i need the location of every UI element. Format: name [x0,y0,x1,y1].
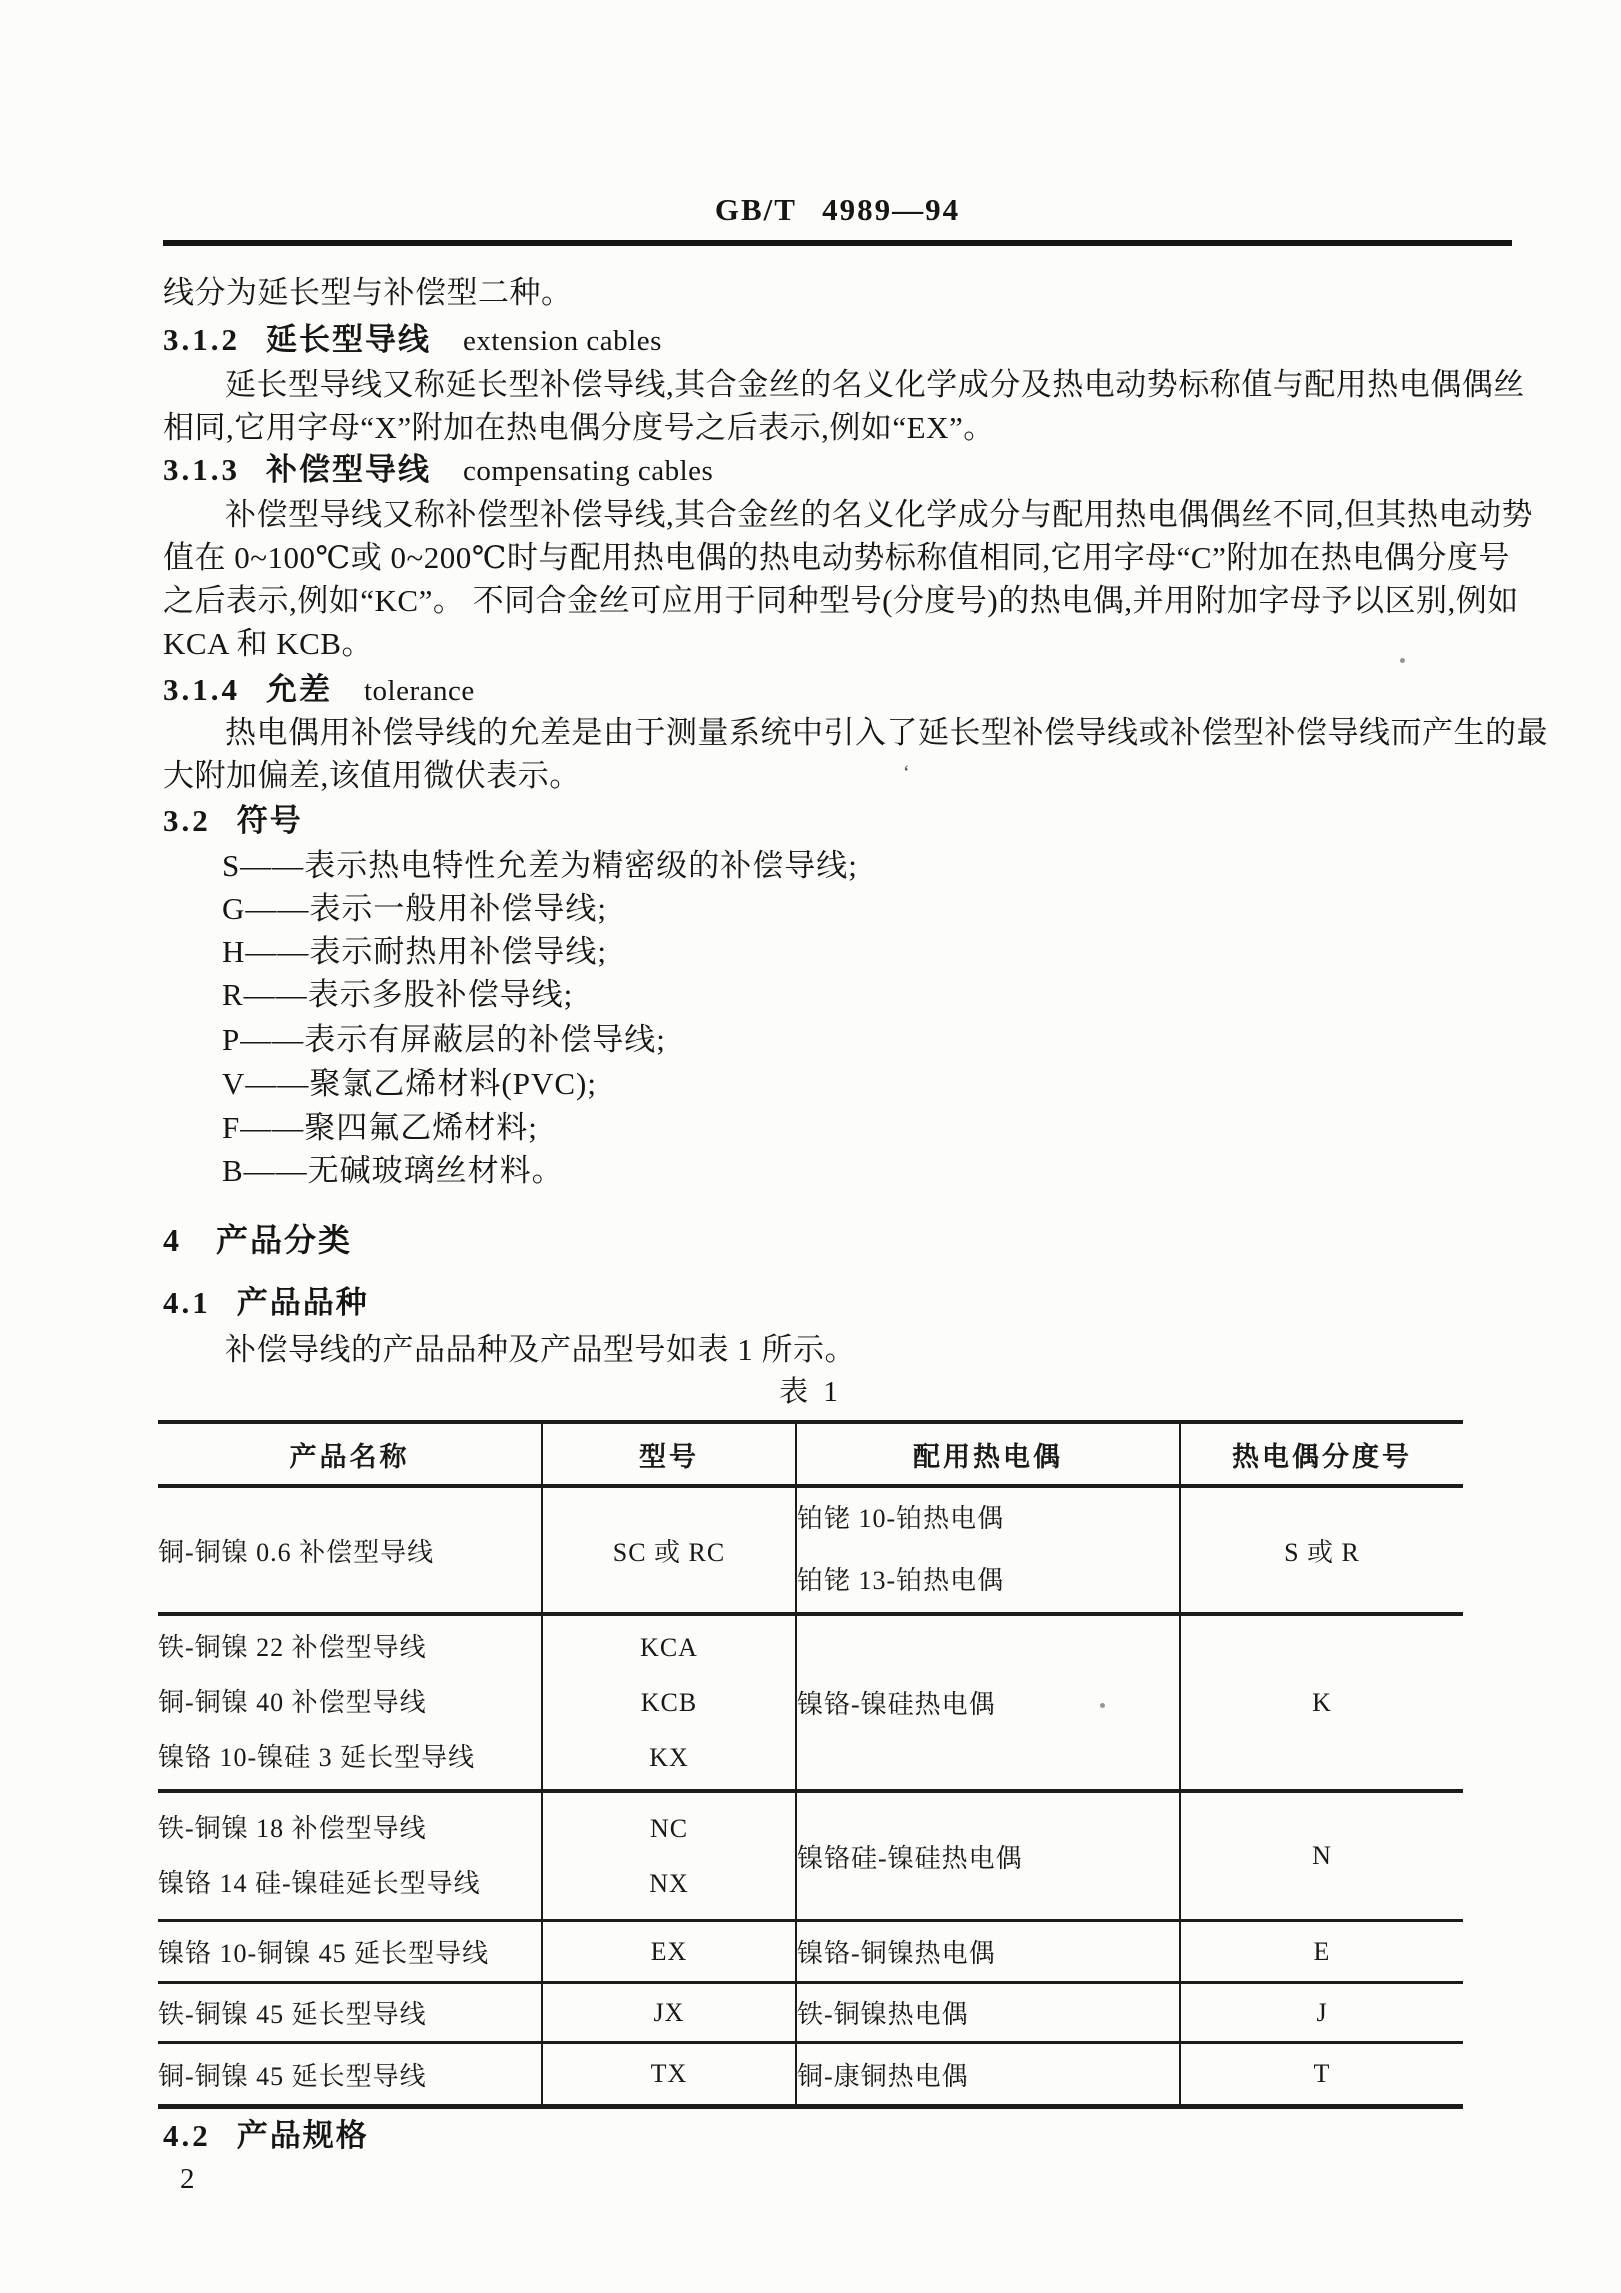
paragraph-line: 值在 0~100℃或 0~200℃时与配用热电偶的热电动势标称值相同,它用字母“C”附加在热电偶分度号 [163,540,1510,575]
paragraph-line: 延长型导线又称延长型补偿导线,其合金丝的名义化学成分及热电动势标称值与配用热电偶偶丝 [225,367,1525,402]
cell-product-name: 铁-铜镍 45 延长型导线 [158,1983,542,2043]
cell-line: KCA [640,1633,698,1662]
scan-artifact-dot [1100,1703,1105,1708]
paragraph-line: 补偿型导线又称补偿型补偿导线,其合金丝的名义化学成分与配用热电偶偶丝不同,但其热电动势 [225,497,1533,532]
cell-model: EX [542,1921,796,1983]
section-heading-3-2 [163,799,303,843]
cell-model: JX [542,1983,796,2043]
section-number: 4 [163,1222,182,1258]
scan-artifact-tick: ‘ [903,762,910,784]
section-number: 4.2 [163,2118,211,2153]
paragraph-line: 之后表示,例如“KC”。 不同合金丝可应用于同种型号(分度号)的热电偶,并用附加字母予以区别,例如 [163,583,1519,618]
symbol-list-item-p: P——表示有屏蔽层的补偿导线; [222,1022,666,1057]
section-title: 产品品种 [236,1285,369,1320]
section-heading-3-1-3 [163,448,713,492]
table-row [158,1486,1463,1614]
table-row [158,1983,1463,2043]
standard-number-header: GB/T 4989—94 [714,192,961,227]
paragraph-line: 相同,它用字母“X”附加在热电偶分度号之后表示,例如“EX”。 [163,410,995,445]
cell-line: 铜-铜镍 40 补偿型导线 [158,1688,427,1717]
cell-index: J [1180,1983,1463,2043]
table-row [158,1921,1463,1983]
section-heading-3-1-2 [163,318,662,362]
cell-line: 铁-铜镍 22 补偿型导线 [158,1633,427,1662]
cell-product-name: 镍铬 10-铜镍 45 延长型导线 [158,1921,542,1983]
table-caption: 表 1 [779,1376,842,1408]
cell-line: 铁-铜镍 18 补偿型导线 [158,1814,427,1843]
column-header-thermocouple: 配用热电偶 [796,1422,1180,1486]
cell-thermocouple: 铁-铜镍热电偶 [796,1983,1180,2043]
symbol-list-item-r: R——表示多股补偿导线; [222,977,574,1012]
section-title: 补偿型导线 [266,452,431,487]
cell-line: KCB [640,1688,698,1717]
section-title-english: tolerance [364,675,475,707]
cell-line: 铂铑 10-铂热电偶 [797,1504,1005,1533]
paragraph-line: KCA 和 KCB。 [163,626,373,661]
section-title: 允差 [266,672,332,707]
column-header-index: 热电偶分度号 [1180,1422,1463,1486]
cell-index: K [1180,1614,1463,1791]
section-title-english: compensating cables [463,455,714,487]
cell-line: NX [649,1869,689,1898]
symbol-list-item-g: G——表示一般用补偿导线; [222,891,607,926]
table-row [158,1791,1463,1921]
cell-index: T [1313,2059,1331,2088]
section-title: 产品规格 [236,2118,369,2153]
cell-thermocouple: 镍铬硅-镍硅热电偶 [796,1791,1180,1921]
table-row [158,1614,1463,1791]
paragraph-line: 补偿导线的产品品种及产品型号如表 1 所示。 [225,1332,856,1367]
section-title: 延长型导线 [266,322,431,357]
section-number: 4.1 [163,1285,211,1320]
product-table [158,1420,1463,2109]
chapter-heading-4 [163,1218,352,1262]
cell-line: 镍铬 14 硅-镍硅延长型导线 [158,1869,481,1898]
cell-model: TX [542,2043,796,2107]
section-number: 3.2 [163,803,211,838]
page-number: 2 [180,2163,195,2195]
cell-line: 铂铑 13-铂热电偶 [797,1566,1005,1595]
section-heading-3-1-4 [163,668,475,712]
paragraph-line: 线分为延长型与补偿型二种。 [163,275,573,310]
section-heading-4-1 [163,1281,369,1325]
symbol-list-item-f: F——聚四氟乙烯材料; [222,1110,538,1145]
cell-product-name [158,1791,542,1921]
cell-product-name: 铜-铜镍 45 延长型导线 [158,2043,542,2107]
paragraph-line: 大附加偏差,该值用微伏表示。 [163,758,581,793]
section-title: 符号 [236,803,303,838]
cell-line: 镍铬 10-镍硅 3 延长型导线 [158,1743,476,1772]
cell-product-name: 铜-铜镍 0.6 补偿型导线 [158,1486,542,1614]
symbol-list-item-h: H——表示耐热用补偿导线; [222,934,607,969]
section-number: 3.1.3 [163,452,240,487]
cell-index: E [1180,1921,1463,1983]
cell-model [542,1614,796,1791]
scan-artifact-dot [1400,658,1405,663]
cell-line: KX [649,1743,689,1772]
table-header-row [158,1422,1463,1486]
header-rule [163,240,1512,246]
paragraph-line: 热电偶用补偿导线的允差是由于测量系统中引入了延长型补偿导线或补偿型补偿导线而产生的最 [225,715,1548,750]
section-title-english: extension cables [463,325,662,357]
column-header-product-name: 产品名称 [158,1422,542,1486]
table-row [158,2043,1463,2107]
symbol-list-item-b: B——无碱玻璃丝材料。 [222,1153,564,1188]
column-header-model: 型号 [542,1422,796,1486]
cell-thermocouple: 镍铬-铜镍热电偶 [796,1921,1180,1983]
cell-model [542,1791,796,1921]
symbol-list-item-v: V——聚氯乙烯材料(PVC); [222,1066,597,1101]
section-number: 3.1.2 [163,322,240,357]
cell-thermocouple: 铜-康铜热电偶 [796,2043,1180,2107]
cell-model: SC 或 RC [542,1486,796,1614]
cell-thermocouple [796,1486,1180,1614]
section-title: 产品分类 [216,1222,353,1258]
cell-thermocouple: 镍铬-镍硅热电偶 [796,1614,1180,1791]
cell-line: NC [649,1814,689,1843]
cell-index: N [1180,1791,1463,1921]
cell-index: S 或 R [1180,1486,1463,1614]
section-number: 3.1.4 [163,672,240,707]
cell-product-name [158,1614,542,1791]
symbol-list-item-s: S——表示热电特性允差为精密级的补偿导线; [222,848,858,883]
section-heading-4-2 [163,2114,369,2158]
